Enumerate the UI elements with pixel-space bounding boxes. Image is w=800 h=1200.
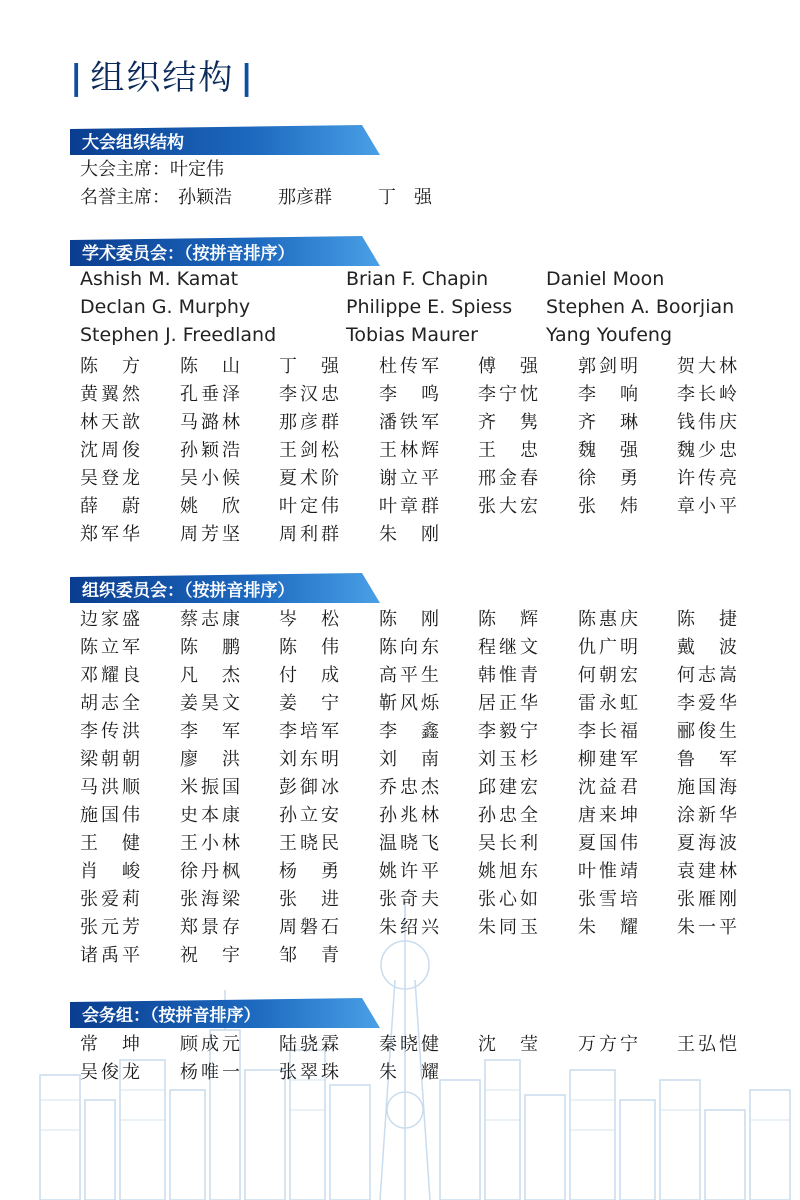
member-name: 李汉忠 xyxy=(279,384,339,405)
title-bar-right: | xyxy=(240,58,255,98)
member-name: 傅强 xyxy=(478,356,538,377)
member-name: 薛蔚 xyxy=(80,496,140,517)
member-name: 贺大林 xyxy=(677,356,737,377)
list-row xyxy=(80,801,780,829)
member-name: 万方宁 xyxy=(578,1034,638,1055)
member-name: 陆骁霖 xyxy=(279,1034,339,1055)
member-name: 那彦群 xyxy=(279,412,339,433)
member-name: 章小平 xyxy=(677,496,737,517)
section-header-label: 会务组：（按拼音排序） xyxy=(82,1006,261,1026)
member-name: 诸禹平 xyxy=(80,945,140,966)
list-row xyxy=(80,829,780,857)
list-row xyxy=(80,492,780,520)
member-name: 王弘恺 xyxy=(677,1034,737,1055)
list-row xyxy=(80,268,780,296)
honorary-name: 丁 强 xyxy=(378,187,432,208)
member-name: 马潞林 xyxy=(180,412,240,433)
member-name: 李鑫 xyxy=(379,721,439,742)
member-name: 李响 xyxy=(578,384,638,405)
member-name: 陈鹏 xyxy=(180,637,240,658)
member-name: 徐丹枫 xyxy=(180,861,240,882)
member-name: 顾成元 xyxy=(180,1034,240,1055)
member-name: 鲁军 xyxy=(677,749,737,770)
list-row xyxy=(80,689,780,717)
member-name: 姚欣 xyxy=(180,496,240,517)
member-name: Tobias Maurer xyxy=(346,324,478,346)
member-name: 王剑松 xyxy=(279,440,339,461)
list-row xyxy=(80,717,780,745)
member-name: 郦俊生 xyxy=(677,721,737,742)
member-name: 郑景存 xyxy=(180,917,240,938)
member-name: 王忠 xyxy=(478,440,538,461)
member-name: 姜昊文 xyxy=(180,693,240,714)
member-name: 吴小候 xyxy=(180,468,240,489)
chair-line xyxy=(80,155,224,181)
member-name: 常坤 xyxy=(80,1034,140,1055)
member-name: 秦晓健 xyxy=(379,1034,439,1055)
member-name: 潘铁军 xyxy=(379,412,439,433)
member-name: 陈向东 xyxy=(379,637,439,658)
member-name: 齐琳 xyxy=(578,412,638,433)
member-name: 钱伟庆 xyxy=(677,412,737,433)
chair-name: 叶定伟 xyxy=(170,159,224,180)
honorary-name: 孙颖浩 xyxy=(178,187,232,208)
member-name: 夏国伟 xyxy=(578,833,638,854)
member-name: 张雪培 xyxy=(578,889,638,910)
member-name: 彭御冰 xyxy=(279,777,339,798)
member-name: 王晓民 xyxy=(279,833,339,854)
list-row xyxy=(80,436,780,464)
section-header-academic xyxy=(70,236,380,266)
member-name: 肖峻 xyxy=(80,861,140,882)
member-name: Philippe E. Spiess xyxy=(346,296,513,318)
section-header-label: 学术委员会：（按拼音排序） xyxy=(82,244,295,264)
member-name: 孙兆林 xyxy=(379,805,439,826)
list-row xyxy=(80,661,780,689)
member-name: 邱建宏 xyxy=(478,777,538,798)
member-name: 黄翼然 xyxy=(80,384,140,405)
member-name: 史本康 xyxy=(180,805,240,826)
member-name: 程继文 xyxy=(478,637,538,658)
member-name: 陈惠庆 xyxy=(578,609,638,630)
member-name: 张海梁 xyxy=(180,889,240,910)
organizing-name-grid xyxy=(80,605,780,969)
honorary-line xyxy=(80,183,432,209)
list-row xyxy=(80,857,780,885)
member-name: 吴长利 xyxy=(478,833,538,854)
member-name: 李长岭 xyxy=(677,384,737,405)
member-name: 朱刚 xyxy=(379,524,439,545)
member-name: 夏海波 xyxy=(677,833,737,854)
member-name: 唐来坤 xyxy=(578,805,638,826)
list-row xyxy=(80,633,780,661)
member-name: 杨唯一 xyxy=(180,1062,240,1083)
academic-name-grid xyxy=(80,352,780,548)
member-name: 孔垂泽 xyxy=(180,384,240,405)
member-name: 孙立安 xyxy=(279,805,339,826)
member-name: 雷永虹 xyxy=(578,693,638,714)
member-name: 戴波 xyxy=(677,637,737,658)
member-name: 张进 xyxy=(279,889,339,910)
list-row xyxy=(80,324,780,352)
member-name: 李传洪 xyxy=(80,721,140,742)
member-name: 魏强 xyxy=(578,440,638,461)
member-name: Brian F. Chapin xyxy=(346,268,489,290)
list-row xyxy=(80,745,780,773)
member-name: 施国海 xyxy=(677,777,737,798)
member-name: 胡志全 xyxy=(80,693,140,714)
member-name: 陈立军 xyxy=(80,637,140,658)
member-name: 许传亮 xyxy=(677,468,737,489)
member-name: 张雁刚 xyxy=(677,889,737,910)
member-name: 朱一平 xyxy=(677,917,737,938)
member-name: 张炜 xyxy=(578,496,638,517)
member-name: 韩惟青 xyxy=(478,665,538,686)
member-name: 陈山 xyxy=(180,356,240,377)
member-name: 夏术阶 xyxy=(279,468,339,489)
member-name: 李宁忱 xyxy=(478,384,538,405)
member-name: 陈伟 xyxy=(279,637,339,658)
member-name: 王小林 xyxy=(180,833,240,854)
list-row xyxy=(80,296,780,324)
member-name: Yang Youfeng xyxy=(546,324,673,346)
member-name: 姚许平 xyxy=(379,861,439,882)
member-name: 吴俊龙 xyxy=(80,1062,140,1083)
member-name: 靳风烁 xyxy=(379,693,439,714)
page-title xyxy=(64,50,261,99)
section-header-organizing xyxy=(70,573,380,603)
member-name: 李爱华 xyxy=(677,693,737,714)
list-row xyxy=(80,605,780,633)
section-header-affairs xyxy=(70,998,380,1028)
member-name: 边家盛 xyxy=(80,609,140,630)
member-name: 周利群 xyxy=(279,524,339,545)
list-row xyxy=(80,464,780,492)
member-name: 张心如 xyxy=(478,889,538,910)
member-name: 施国伟 xyxy=(80,805,140,826)
member-name: 张奇夫 xyxy=(379,889,439,910)
list-row xyxy=(80,408,780,436)
list-row xyxy=(80,352,780,380)
member-name: 李长福 xyxy=(578,721,638,742)
member-name: 邹青 xyxy=(279,945,339,966)
member-name: 刘玉杉 xyxy=(478,749,538,770)
member-name: 陈刚 xyxy=(379,609,439,630)
member-name: 谢立平 xyxy=(379,468,439,489)
member-name: 朱绍兴 xyxy=(379,917,439,938)
member-name: 沈益君 xyxy=(578,777,638,798)
member-name: 杨勇 xyxy=(279,861,339,882)
section-header-conference xyxy=(70,125,380,155)
member-name: 何朝宏 xyxy=(578,665,638,686)
member-name: 杜传军 xyxy=(379,356,439,377)
member-name: 陈捷 xyxy=(677,609,737,630)
member-name: 沈莹 xyxy=(478,1034,538,1055)
member-name: 蔡志康 xyxy=(180,609,240,630)
member-name: 乔忠杰 xyxy=(379,777,439,798)
member-name: 朱耀 xyxy=(379,1062,439,1083)
academic-english-list xyxy=(80,268,780,352)
member-name: 柳建军 xyxy=(578,749,638,770)
member-name: 姜宁 xyxy=(279,693,339,714)
member-name: 袁建林 xyxy=(677,861,737,882)
member-name: 李培军 xyxy=(279,721,339,742)
member-name: 魏少忠 xyxy=(677,440,737,461)
honorary-name: 那彦群 xyxy=(278,187,332,208)
member-name: 刘东明 xyxy=(279,749,339,770)
title-bar-left: | xyxy=(70,58,85,98)
member-name: 丁强 xyxy=(279,356,339,377)
member-name: 付成 xyxy=(279,665,339,686)
list-row xyxy=(80,913,780,941)
member-name: Ashish M. Kamat xyxy=(80,268,239,290)
member-name: 周芳坚 xyxy=(180,524,240,545)
page-title-text: 组织结构 xyxy=(90,58,235,98)
member-name: 仇广明 xyxy=(578,637,638,658)
member-name: 居正华 xyxy=(478,693,538,714)
section-header-label: 组织委员会：（按拼音排序） xyxy=(82,581,295,601)
member-name: 高平生 xyxy=(379,665,439,686)
member-name: 齐隽 xyxy=(478,412,538,433)
member-name: Daniel Moon xyxy=(546,268,665,290)
member-name: 徐勇 xyxy=(578,468,638,489)
member-name: 孙颖浩 xyxy=(180,440,240,461)
member-name: 张爱莉 xyxy=(80,889,140,910)
member-name: Stephen J. Freedland xyxy=(80,324,277,346)
member-name: 姚旭东 xyxy=(478,861,538,882)
member-name: 叶定伟 xyxy=(279,496,339,517)
member-name: 张元芳 xyxy=(80,917,140,938)
member-name: 王健 xyxy=(80,833,140,854)
list-row xyxy=(80,380,780,408)
member-name: 沈周俊 xyxy=(80,440,140,461)
member-name: 郑军华 xyxy=(80,524,140,545)
member-name: 温晓飞 xyxy=(379,833,439,854)
list-row xyxy=(80,885,780,913)
honorary-label: 名誉主席： xyxy=(80,187,170,208)
member-name: 周磐石 xyxy=(279,917,339,938)
member-name: 孙忠全 xyxy=(478,805,538,826)
member-name: 林天歆 xyxy=(80,412,140,433)
member-name: 刘南 xyxy=(379,749,439,770)
member-name: 邓耀良 xyxy=(80,665,140,686)
member-name: 廖洪 xyxy=(180,749,240,770)
member-name: 陈辉 xyxy=(478,609,538,630)
member-name: Declan G. Murphy xyxy=(80,296,251,318)
member-name: 李军 xyxy=(180,721,240,742)
affairs-name-grid xyxy=(80,1030,780,1086)
member-name: 何志嵩 xyxy=(677,665,737,686)
list-row xyxy=(80,520,780,548)
member-name: 邢金春 xyxy=(478,468,538,489)
member-name: 朱同玉 xyxy=(478,917,538,938)
member-name: 马洪顺 xyxy=(80,777,140,798)
member-name: 梁朝朝 xyxy=(80,749,140,770)
list-row xyxy=(80,1030,780,1058)
member-name: 涂新华 xyxy=(677,805,737,826)
member-name: Stephen A. Boorjian xyxy=(546,296,735,318)
member-name: 朱耀 xyxy=(578,917,638,938)
member-name: 米振国 xyxy=(180,777,240,798)
member-name: 凡杰 xyxy=(180,665,240,686)
member-name: 叶惟靖 xyxy=(578,861,638,882)
list-row xyxy=(80,941,780,969)
member-name: 张翠珠 xyxy=(279,1062,339,1083)
member-name: 叶章群 xyxy=(379,496,439,517)
member-name: 陈方 xyxy=(80,356,140,377)
member-name: 祝宇 xyxy=(180,945,240,966)
member-name: 吴登龙 xyxy=(80,468,140,489)
member-name: 王林辉 xyxy=(379,440,439,461)
member-name: 李鸣 xyxy=(379,384,439,405)
chair-label: 大会主席： xyxy=(80,159,170,180)
list-row xyxy=(80,1058,780,1086)
member-name: 张大宏 xyxy=(478,496,538,517)
section-header-label: 大会组织结构 xyxy=(82,133,184,153)
member-name: 郭剑明 xyxy=(578,356,638,377)
member-name: 李毅宁 xyxy=(478,721,538,742)
list-row xyxy=(80,773,780,801)
member-name: 岑松 xyxy=(279,609,339,630)
